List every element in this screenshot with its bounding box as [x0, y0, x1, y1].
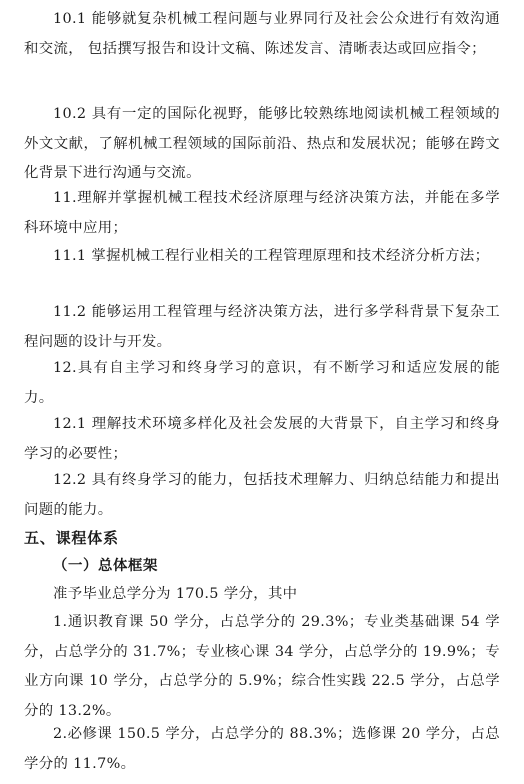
- paragraph-total-credits: 准予毕业总学分为 170.5 学分，其中: [53, 586, 298, 602]
- paragraph-credit-distribution: 1.通识教育课 50 学分，占总学分的 29.3%；专业类基础课 54 学分，占总学分的 31.7%；专业核心课 34 学分，占总学分的 19.9%；专业方向课 10 学分，占总学分的 5.9%；综合性实践 22.5 学分，占总学分的 13.2%。: [24, 614, 500, 719]
- paragraph-11-2: 11.2 能够运用工程管理与经济决策方法，进行多学科背景下复杂工程问题的设计与开发。: [24, 304, 500, 350]
- paragraph-11-1: 11.1 掌握机械工程行业相关的工程管理原理和技术经济分析方法；: [53, 248, 490, 264]
- paragraph-11: 11.理解并掌握机械工程技术经济原理与经济决策方法，并能在多学科环境中应用；: [24, 190, 500, 236]
- paragraph-10-2: 10.2 具有一定的国际化视野，能够比较熟练地阅读机械工程领域的外文文献，了解机械工程领域的国际前沿、热点和发展状况；能够在跨文化背景下进行沟通与交流。: [24, 106, 500, 182]
- paragraph-required-elective: 2.必修课 150.5 学分，占总学分的 88.3%；选修课 20 学分，占总学分的 11.7%。: [24, 726, 500, 772]
- section-heading: 五、课程体系: [24, 529, 119, 547]
- subsection-heading: （一）总体框架: [53, 557, 158, 574]
- paragraph-12-2: 12.2 具有终身学习的能力，包括技术理解力、归纳总结能力和提出问题的能力。: [24, 472, 500, 518]
- paragraph-10-1: 10.1 能够就复杂机械工程问题与业界同行及社会公众进行有效沟通和交流， 包括撰写报告和设计文稿、陈述发言、清晰表达或回应指令；: [24, 11, 500, 57]
- paragraph-12: 12.具有自主学习和终身学习的意识，有不断学习和适应发展的能力。: [24, 360, 500, 406]
- paragraph-12-1: 12.1 理解技术环境多样化及社会发展的大背景下，自主学习和终身学习的必要性；: [24, 416, 500, 462]
